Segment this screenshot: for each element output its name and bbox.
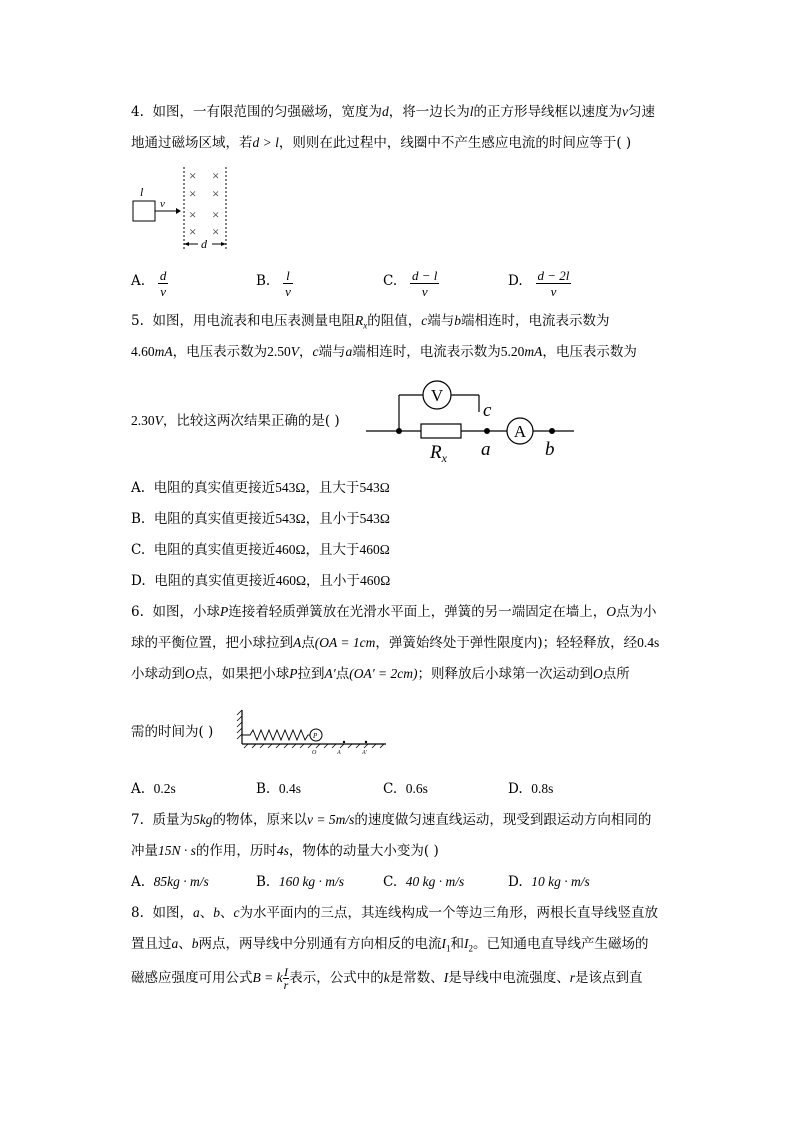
q6-line1: 6. 如图，小球P连接着轻质弹簧放在光滑水平面上，弹簧的另一端固定在墙上，O点为小 xyxy=(131,604,657,620)
q6-fig-label-o: O xyxy=(312,750,317,756)
q7-line1: 7. 质量为5kg的物体，原来以v = 5m/s的速度做匀速直线运动，现受到跟运动方向相同的 xyxy=(131,812,652,828)
q4-fig-cross: × xyxy=(212,207,220,222)
q5-option-d[interactable]: D. 电阻的真实值更接近460Ω，且小于460Ω xyxy=(131,573,391,589)
q5-figure-circuit xyxy=(364,372,584,464)
q5-fig-label-c: c xyxy=(483,400,492,421)
q7-line2: 冲量15N · s的作用，历时4s，物体的动量大小变为( ) xyxy=(131,843,439,859)
q6-option-c[interactable]: C. 0.6s xyxy=(383,781,428,797)
q5-fig-label-a: a xyxy=(481,439,491,460)
q4-option-d-fraction: $\frac{d - 2l}{v}$ xyxy=(537,268,570,299)
q4-option-d[interactable]: D. $\frac{d - 2l}{v}$ xyxy=(508,268,570,299)
q5-fig-label-r: $R_x$ xyxy=(430,442,447,464)
q5-fig-label-b: b xyxy=(545,439,555,460)
q5-fig-ammeter-label: A xyxy=(513,422,527,441)
q4-fig-label-l: l xyxy=(140,185,144,199)
q6-fig-label-a: A xyxy=(337,750,341,756)
q4-line1: 4. 如图，一有限范围的匀强磁场，宽度为d，将一边长为l的正方形导线框以速度为v匀速 xyxy=(131,104,655,120)
q4-fig-cross: × xyxy=(189,207,197,222)
q6-fig-label-a2: A′ xyxy=(362,750,367,756)
q6-option-b[interactable]: B. 0.4s xyxy=(256,781,301,797)
q4-fig-cross: × xyxy=(212,186,220,201)
q7-option-b[interactable]: B. 160 kg · m/s xyxy=(256,874,345,890)
q4-fig-label-d: d xyxy=(201,237,207,251)
q4-fig-cross: × xyxy=(212,224,220,239)
q5-option-b[interactable]: B. 电阻的真实值更接近543Ω，且小于543Ω xyxy=(131,511,390,527)
q4-fig-cross: × xyxy=(189,168,197,183)
q4-fig-cross: × xyxy=(189,224,197,239)
q8-line2: 置且过a、b两点，两导线中分别通有方向相反的电流$I_1$和$I_2$。已知通电直导线产生磁场的 xyxy=(131,936,649,954)
q5-line1: 5. 如图，用电流表和电压表测量电阻$R_x$的阻值，c端与b端相连时，电流表示数为 xyxy=(131,313,610,331)
q6-line2: 球的平衡位置，把小球拉到A点(OA = 1cm，弹簧始终处于弹性限度内)；轻轻释放，经0.4s xyxy=(131,635,660,651)
q5-fig-voltmeter-label: V xyxy=(430,386,444,405)
q7-option-d[interactable]: D. 10 kg · m/s xyxy=(508,874,590,890)
q6-fig-spring xyxy=(242,730,310,740)
q6-option-a[interactable]: A. 0.2s xyxy=(131,781,176,797)
q5-fig-resistor xyxy=(421,424,461,438)
q5-line2: 4.60mA，电压表示数为2.50V，c端与a端相连时，电流表示数为5.20mA，电压表示数为 xyxy=(131,344,637,360)
q4-fig-cross: × xyxy=(189,186,197,201)
q4-figure-magnetic-field xyxy=(128,164,238,256)
q4-option-c[interactable]: C. $\frac{d - l}{v}$ xyxy=(383,268,438,299)
q7-option-c[interactable]: C. 40 kg · m/s xyxy=(383,874,465,890)
q7-option-a[interactable]: A. 85kg · m/s xyxy=(131,874,209,890)
q4-option-b[interactable]: B. $\frac{l}{v}$ xyxy=(256,268,291,299)
q4-fig-cross: × xyxy=(212,168,220,183)
q6-fig-label-p: P xyxy=(313,732,318,740)
q8-line3: 磁感应强度可用公式B = k $\frac{I}{r}$ 表示，公式中的k是常数、I是导线中电流强度、r是该点到直 xyxy=(131,965,643,992)
q8-formula-fraction: $\frac{I}{r}$ xyxy=(283,965,289,992)
q4-option-a[interactable]: A. $\frac{d}{v}$ xyxy=(131,268,167,299)
q5-option-a[interactable]: A. 电阻的真实值更接近543Ω，且大于543Ω xyxy=(131,480,390,496)
q6-line4: 需的时间为( ) xyxy=(131,724,214,740)
q6-figure-spring xyxy=(236,706,392,756)
q8-line1: 8. 如图，a、b、c为水平面内的三点，其连线构成一个等边三角形，两根长直导线竖直放 xyxy=(131,905,658,921)
q4-option-c-fraction: $\frac{d - l}{v}$ xyxy=(412,268,438,299)
q5-line3: 2.30V，比较这两次结果正确的是( ) xyxy=(131,413,340,429)
q4-option-a-fraction: $\frac{d}{v}$ xyxy=(159,268,167,299)
q4-option-b-fraction: $\frac{l}{v}$ xyxy=(285,268,291,299)
q4-line2: 地通过磁场区域，若d > l，则则在此过程中，线圈中不产生感应电流的时间应等于( ) xyxy=(131,135,632,151)
q6-option-d[interactable]: D. 0.8s xyxy=(508,781,554,797)
q6-line3: 小球动到O点，如果把小球P拉到A′点(OA′ = 2cm)；则释放后小球第一次运动到O点所 xyxy=(131,666,630,682)
q5-option-c[interactable]: C. 电阻的真实值更接近460Ω，且大于460Ω xyxy=(131,542,390,558)
q4-fig-label-v: v xyxy=(160,198,165,210)
